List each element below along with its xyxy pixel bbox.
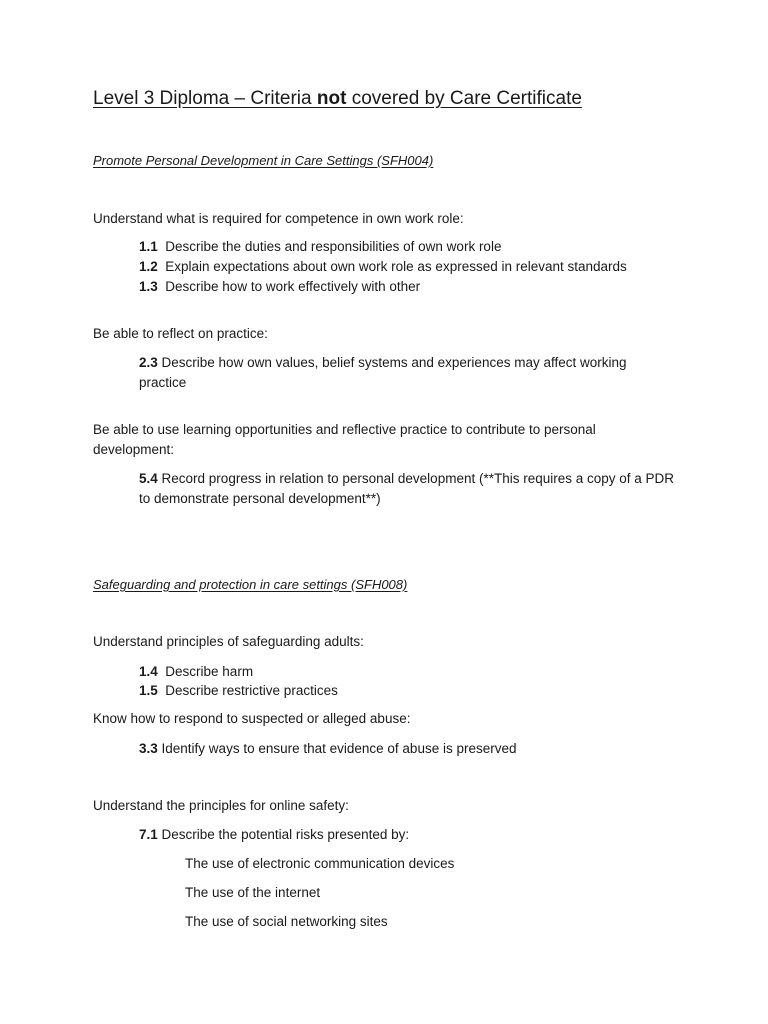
risk-subitem: The use of the internet [185,885,321,900]
criterion-2-3 [139,353,659,393]
criterion-1-5 [139,681,679,701]
criterion-number: 1.1 [139,239,158,254]
criterion-text: Describe the duties and responsibilities of own work role [157,239,502,254]
criterion-number: 1.2 [139,259,158,274]
risk-subitem: The use of electronic communication devices [185,856,455,871]
section-title-sfh004: Promote Personal Development in Care Settings (SFH004) [93,153,434,168]
criterion-text: Identify ways to ensure that evidence of abuse is preserved [157,741,517,756]
criterion-number: 1.3 [139,279,158,294]
title-prefix: Level 3 Diploma – Criteria [93,88,317,109]
criterion-number: 3.3 [139,741,158,756]
group-heading-abuse: Know how to respond to suspected or alleged abuse: [93,711,411,726]
title-suffix: covered by Care Certificate [346,88,582,109]
group-heading-online-safety: Understand the principles for online safety: [93,798,349,813]
group-heading-competence: Understand what is required for competence in own work role: [93,211,464,226]
criterion-5-4 [139,469,684,509]
criterion-number: 2.3 [139,355,158,370]
group-heading-learning: Be able to use learning opportunities and reflective practice to contribute to personal development: [93,422,596,457]
title-emphasis: not [316,88,347,109]
criterion-number: 1.5 [139,683,158,698]
criterion-7-1 [139,825,679,845]
criterion-1-4 [139,662,679,682]
group-heading-reflect: Be able to reflect on practice: [93,326,268,341]
criterion-text: Record progress in relation to personal development (**This requires a copy of a PDR to demonstrate personal development**) [139,471,675,506]
criterion-number: 7.1 [139,827,158,842]
criterion-3-3 [139,739,679,759]
document-title [93,86,582,112]
criterion-1-1 [139,237,679,257]
criterion-1-2 [139,257,679,277]
criterion-text: Describe harm [157,664,254,679]
risk-subitem: The use of social networking sites [185,914,388,929]
criterion-text: Describe restrictive practices [157,683,338,698]
criterion-text: Describe how to work effectively with other [157,279,421,294]
criterion-text: Explain expectations about own work role as expressed in relevant standards [157,259,627,274]
section-title-sfh008: Safeguarding and protection in care settings (SFH008) [93,577,408,592]
group-heading-safeguarding: Understand principles of safeguarding adults: [93,634,364,649]
criterion-number: 5.4 [139,471,158,486]
criterion-1-3 [139,277,679,297]
criterion-text: Describe the potential risks presented by: [157,827,410,842]
criterion-number: 1.4 [139,664,158,679]
criterion-text: Describe how own values, belief systems and experiences may affect working practice [139,355,627,390]
